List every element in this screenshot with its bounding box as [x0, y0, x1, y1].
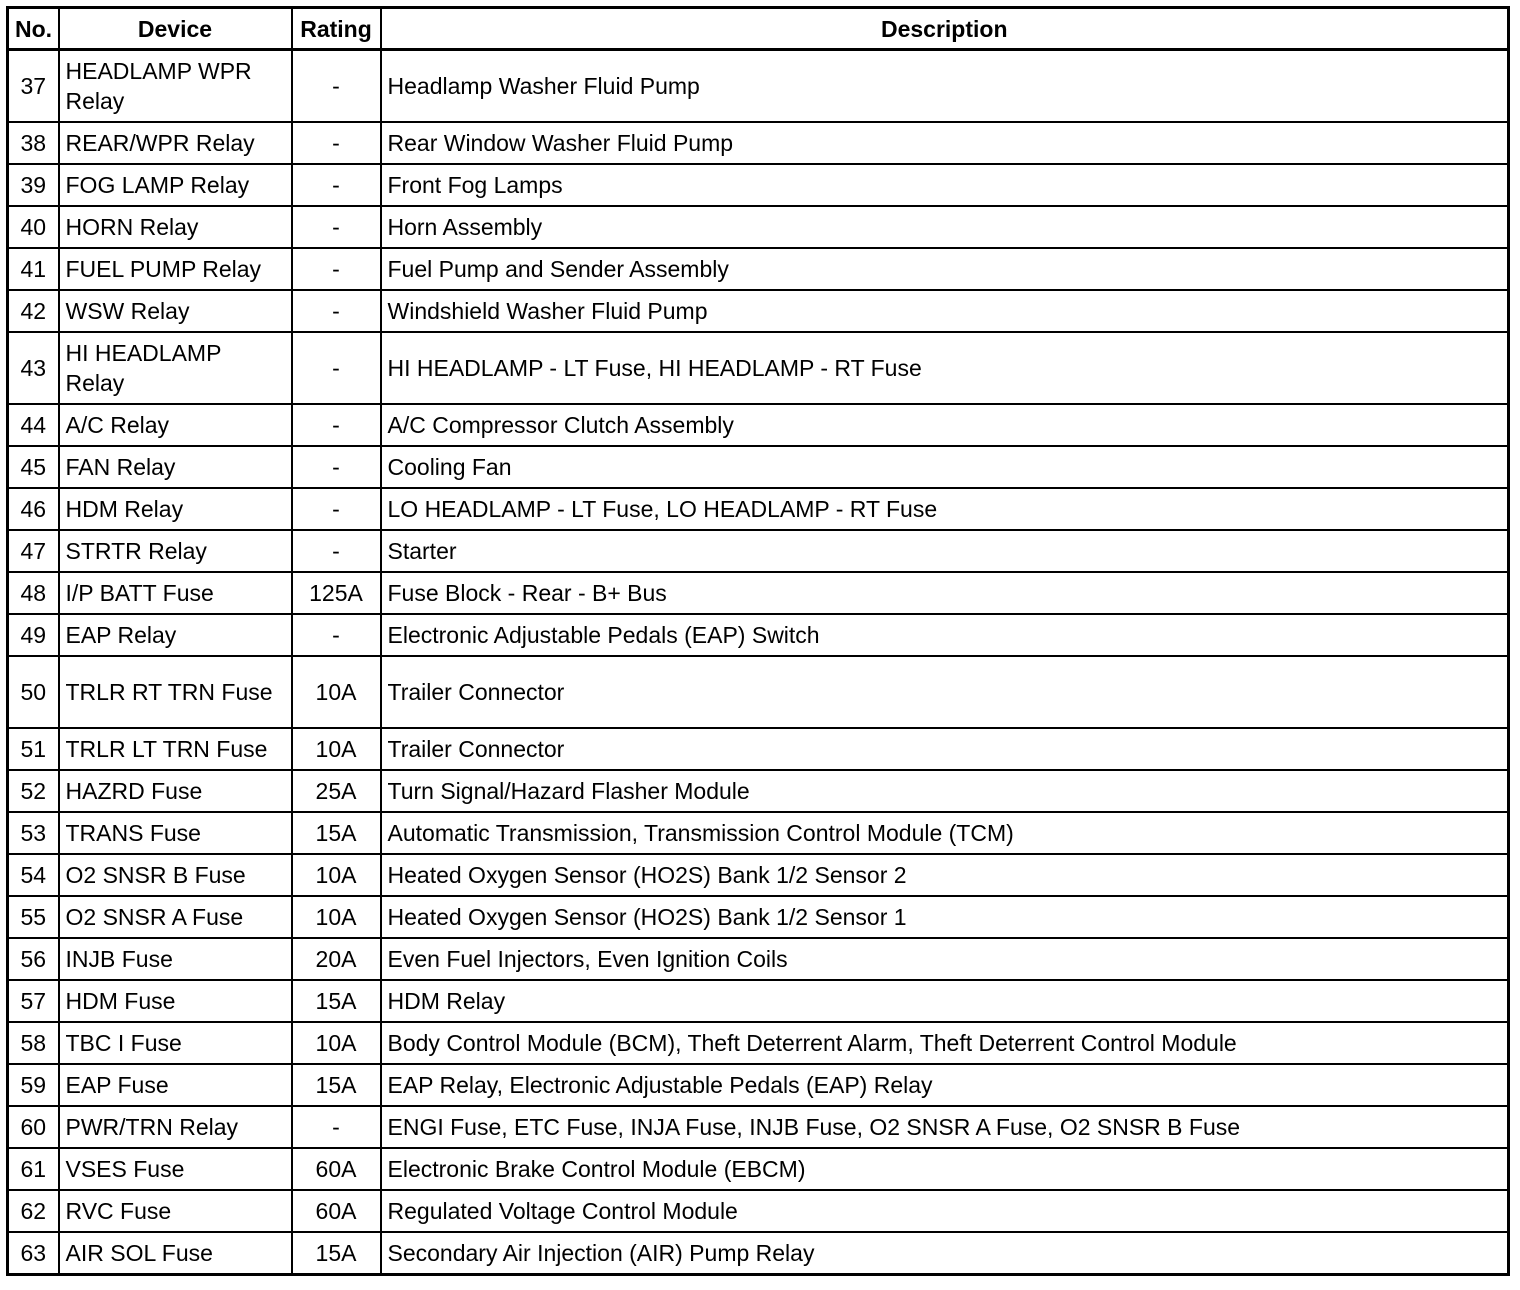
cell-description: Automatic Transmission, Transmission Control Module (TCM) [381, 812, 1509, 854]
cell-description: ENGI Fuse, ETC Fuse, INJA Fuse, INJB Fuse, O2 SNSR A Fuse, O2 SNSR B Fuse [381, 1106, 1509, 1148]
cell-device: HDM Relay [59, 488, 292, 530]
table-row [8, 896, 1509, 938]
column-header-description: Description [381, 8, 1509, 50]
table-header [8, 8, 1509, 50]
cell-rating: 10A [292, 656, 381, 728]
cell-rating: - [292, 50, 381, 123]
cell-rating: - [292, 122, 381, 164]
table-row [8, 656, 1509, 728]
column-header-rating: Rating [292, 8, 381, 50]
cell-device: REAR/WPR Relay [59, 122, 292, 164]
cell-rating: - [292, 164, 381, 206]
table-row [8, 614, 1509, 656]
cell-description: Cooling Fan [381, 446, 1509, 488]
cell-no: 44 [8, 404, 59, 446]
cell-description: Heated Oxygen Sensor (HO2S) Bank 1/2 Sensor 1 [381, 896, 1509, 938]
cell-device: HI HEADLAMP Relay [59, 332, 292, 404]
cell-no: 60 [8, 1106, 59, 1148]
cell-description: LO HEADLAMP - LT Fuse, LO HEADLAMP - RT Fuse [381, 488, 1509, 530]
table-row [8, 1190, 1509, 1232]
table-body [8, 50, 1509, 1275]
cell-no: 38 [8, 122, 59, 164]
column-header-device: Device [59, 8, 292, 50]
cell-description: Starter [381, 530, 1509, 572]
cell-device: TRLR RT TRN Fuse [59, 656, 292, 728]
table-row [8, 248, 1509, 290]
cell-description: Rear Window Washer Fluid Pump [381, 122, 1509, 164]
cell-no: 52 [8, 770, 59, 812]
cell-device: O2 SNSR B Fuse [59, 854, 292, 896]
cell-description: EAP Relay, Electronic Adjustable Pedals (EAP) Relay [381, 1064, 1509, 1106]
cell-description: Windshield Washer Fluid Pump [381, 290, 1509, 332]
table-row [8, 1106, 1509, 1148]
cell-no: 45 [8, 446, 59, 488]
table-row [8, 980, 1509, 1022]
cell-description: Fuel Pump and Sender Assembly [381, 248, 1509, 290]
cell-device: WSW Relay [59, 290, 292, 332]
cell-rating: - [292, 404, 381, 446]
cell-rating: 10A [292, 1022, 381, 1064]
cell-description: HDM Relay [381, 980, 1509, 1022]
table-row [8, 530, 1509, 572]
fuse-relay-table [6, 6, 1510, 1276]
cell-rating: - [292, 530, 381, 572]
cell-no: 50 [8, 656, 59, 728]
cell-description: Heated Oxygen Sensor (HO2S) Bank 1/2 Sensor 2 [381, 854, 1509, 896]
cell-no: 47 [8, 530, 59, 572]
cell-rating: 15A [292, 1232, 381, 1275]
table-row [8, 770, 1509, 812]
cell-no: 49 [8, 614, 59, 656]
cell-no: 57 [8, 980, 59, 1022]
cell-rating: 60A [292, 1190, 381, 1232]
cell-description: Even Fuel Injectors, Even Ignition Coils [381, 938, 1509, 980]
cell-device: STRTR Relay [59, 530, 292, 572]
cell-no: 54 [8, 854, 59, 896]
cell-no: 42 [8, 290, 59, 332]
cell-device: A/C Relay [59, 404, 292, 446]
cell-description: HI HEADLAMP - LT Fuse, HI HEADLAMP - RT Fuse [381, 332, 1509, 404]
cell-description: Regulated Voltage Control Module [381, 1190, 1509, 1232]
cell-rating: 15A [292, 980, 381, 1022]
cell-rating: 125A [292, 572, 381, 614]
table-row [8, 1148, 1509, 1190]
cell-rating: - [292, 206, 381, 248]
cell-description: Trailer Connector [381, 656, 1509, 728]
cell-no: 40 [8, 206, 59, 248]
table-row [8, 812, 1509, 854]
table-row [8, 122, 1509, 164]
table-row [8, 206, 1509, 248]
table-row [8, 446, 1509, 488]
table-row [8, 572, 1509, 614]
cell-device: FAN Relay [59, 446, 292, 488]
cell-no: 56 [8, 938, 59, 980]
table-row [8, 938, 1509, 980]
cell-description: Electronic Adjustable Pedals (EAP) Switch [381, 614, 1509, 656]
cell-rating: - [292, 1106, 381, 1148]
cell-rating: 15A [292, 1064, 381, 1106]
table-row [8, 50, 1509, 123]
table-row [8, 404, 1509, 446]
cell-rating: - [292, 488, 381, 530]
cell-device: TRANS Fuse [59, 812, 292, 854]
cell-device: FUEL PUMP Relay [59, 248, 292, 290]
cell-no: 61 [8, 1148, 59, 1190]
table-row [8, 1064, 1509, 1106]
cell-description: Horn Assembly [381, 206, 1509, 248]
cell-description: A/C Compressor Clutch Assembly [381, 404, 1509, 446]
cell-rating: - [292, 446, 381, 488]
cell-description: Fuse Block - Rear - B+ Bus [381, 572, 1509, 614]
cell-rating: - [292, 614, 381, 656]
cell-description: Electronic Brake Control Module (EBCM) [381, 1148, 1509, 1190]
cell-no: 39 [8, 164, 59, 206]
cell-device: TRLR LT TRN Fuse [59, 728, 292, 770]
cell-rating: 25A [292, 770, 381, 812]
cell-no: 62 [8, 1190, 59, 1232]
cell-description: Front Fog Lamps [381, 164, 1509, 206]
cell-device: HORN Relay [59, 206, 292, 248]
cell-device: HEADLAMP WPR Relay [59, 50, 292, 123]
table-row [8, 332, 1509, 404]
table-row [8, 1022, 1509, 1064]
cell-device: FOG LAMP Relay [59, 164, 292, 206]
cell-device: HAZRD Fuse [59, 770, 292, 812]
cell-device: HDM Fuse [59, 980, 292, 1022]
cell-rating: 20A [292, 938, 381, 980]
cell-rating: 10A [292, 728, 381, 770]
cell-device: AIR SOL Fuse [59, 1232, 292, 1275]
cell-no: 59 [8, 1064, 59, 1106]
cell-rating: 60A [292, 1148, 381, 1190]
table-row [8, 854, 1509, 896]
cell-device: O2 SNSR A Fuse [59, 896, 292, 938]
cell-rating: - [292, 290, 381, 332]
cell-rating: 10A [292, 896, 381, 938]
table-row [8, 1232, 1509, 1275]
cell-no: 58 [8, 1022, 59, 1064]
cell-rating: - [292, 332, 381, 404]
cell-no: 51 [8, 728, 59, 770]
cell-description: Body Control Module (BCM), Theft Deterrent Alarm, Theft Deterrent Control Module [381, 1022, 1509, 1064]
cell-rating: 10A [292, 854, 381, 896]
cell-description: Turn Signal/Hazard Flasher Module [381, 770, 1509, 812]
cell-no: 63 [8, 1232, 59, 1275]
cell-no: 53 [8, 812, 59, 854]
cell-no: 46 [8, 488, 59, 530]
cell-description: Trailer Connector [381, 728, 1509, 770]
table-row [8, 728, 1509, 770]
cell-rating: 15A [292, 812, 381, 854]
cell-no: 41 [8, 248, 59, 290]
cell-device: I/P BATT Fuse [59, 572, 292, 614]
cell-no: 48 [8, 572, 59, 614]
cell-no: 43 [8, 332, 59, 404]
cell-device: INJB Fuse [59, 938, 292, 980]
header-row [8, 8, 1509, 50]
cell-device: VSES Fuse [59, 1148, 292, 1190]
cell-no: 37 [8, 50, 59, 123]
cell-description: Headlamp Washer Fluid Pump [381, 50, 1509, 123]
cell-device: EAP Fuse [59, 1064, 292, 1106]
table-row [8, 488, 1509, 530]
cell-description: Secondary Air Injection (AIR) Pump Relay [381, 1232, 1509, 1275]
cell-device: TBC I Fuse [59, 1022, 292, 1064]
table-row [8, 290, 1509, 332]
cell-device: PWR/TRN Relay [59, 1106, 292, 1148]
cell-device: RVC Fuse [59, 1190, 292, 1232]
table-row [8, 164, 1509, 206]
column-header-no: No. [8, 8, 59, 50]
cell-rating: - [292, 248, 381, 290]
cell-no: 55 [8, 896, 59, 938]
cell-device: EAP Relay [59, 614, 292, 656]
